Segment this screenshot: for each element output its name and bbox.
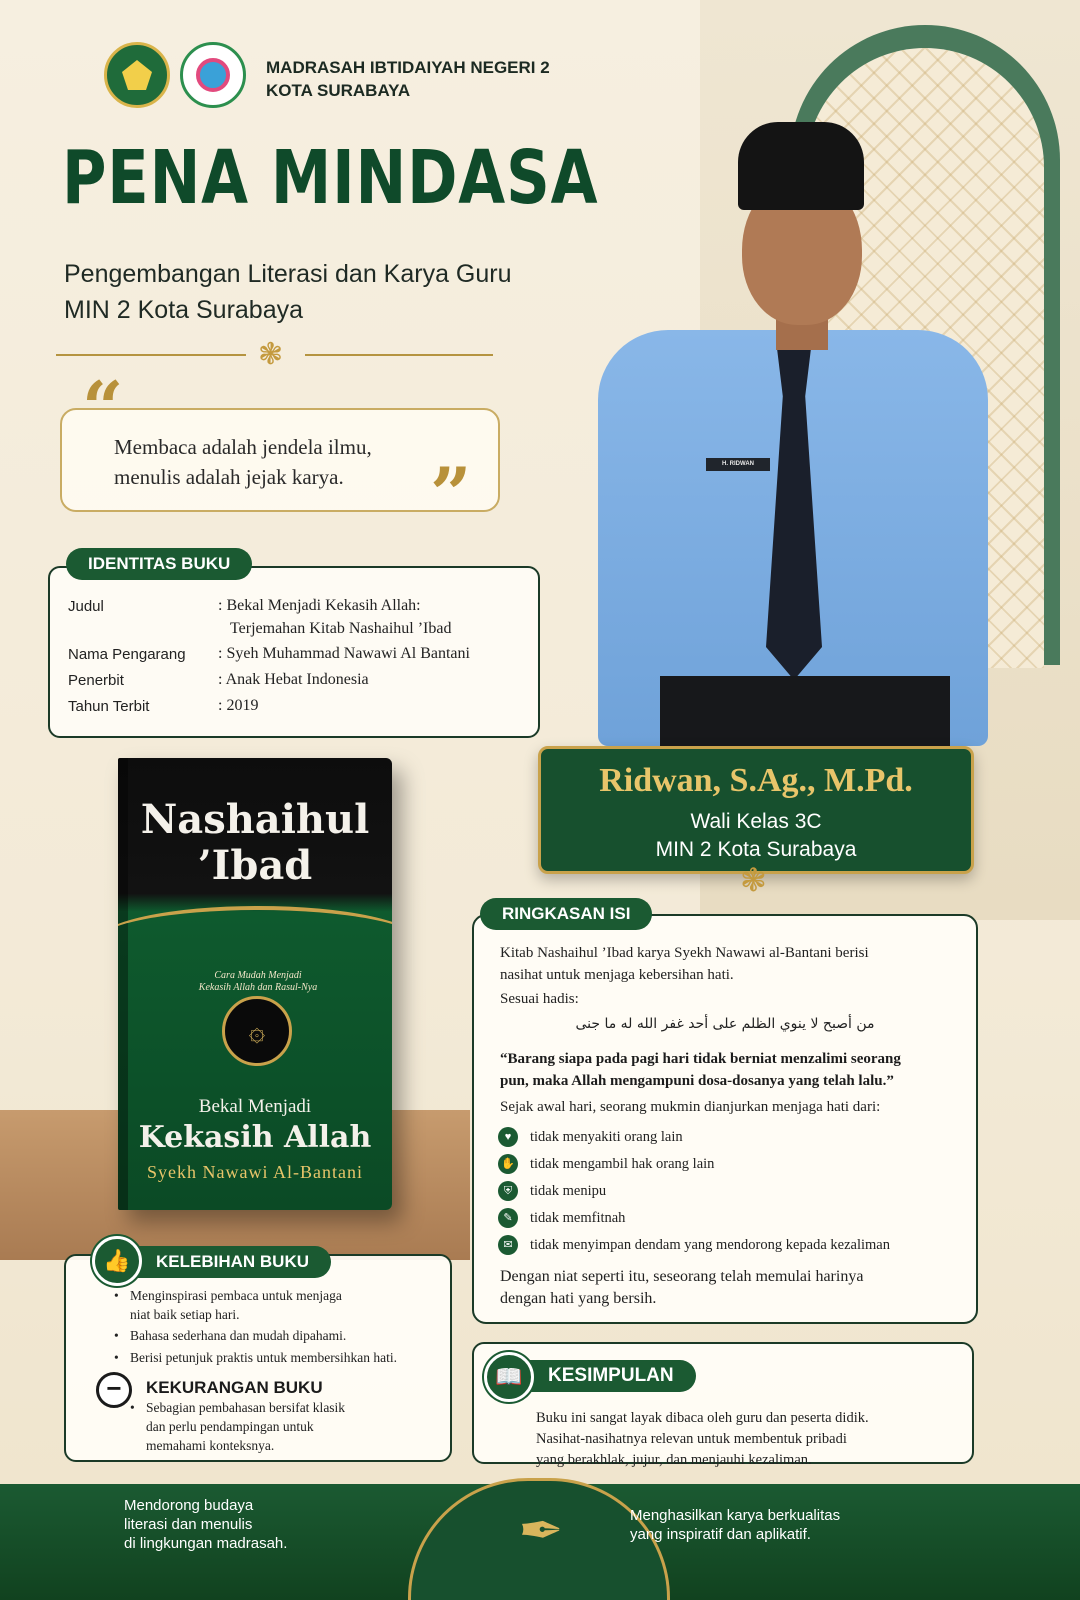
teacher-role-line2: MIN 2 Kota Surabaya — [655, 838, 857, 861]
book-tagline-line1: Cara Mudah Menjadi — [214, 970, 302, 981]
ringkasan-quote-line2: pun, maka Allah mengampuni dosa-dosanya yang telah lalu.” — [500, 1073, 894, 1089]
list-item-text: tidak menipu — [530, 1182, 607, 1199]
book-tagline — [158, 970, 358, 994]
kelebihan-item-3: • Berisi petunjuk praktis untuk membersihkan hati. — [130, 1348, 397, 1367]
kelebihan-item-1 — [130, 1286, 342, 1324]
min2-logo-icon — [180, 42, 246, 108]
quote-line2: menulis adalah jejak karya. — [114, 465, 344, 489]
list-item — [498, 1234, 890, 1256]
footer-left-text — [124, 1496, 287, 1553]
shield-icon: ⛨ — [498, 1181, 518, 1201]
list-item-text: tidak menyakiti orang lain — [530, 1128, 683, 1145]
ringkasan-para1-line2: nasihat untuk menjaga kebersihan hati. — [500, 967, 734, 983]
book-title-line1: Nashaihul — [140, 796, 370, 843]
ornament-flower-icon: ❃ — [258, 338, 284, 371]
list-item — [498, 1153, 714, 1175]
kesimpulan-line2: Nasihat-nasihatnya relevan untuk membentuk pribadi — [536, 1431, 847, 1447]
kekurangan-line2: dan perlu pendampingan untuk — [146, 1419, 314, 1434]
name-badge: H. RIDWAN — [706, 458, 770, 471]
id-label-penerbit: Penerbit — [68, 672, 124, 689]
ringkasan-para3: Sejak awal hari, seorang mukmin dianjurkan menjaga hati dari: — [500, 1099, 881, 1115]
person-trousers — [660, 676, 950, 746]
minus-circle-icon: − — [96, 1372, 132, 1408]
id-label-pengarang: Nama Pengarang — [68, 646, 186, 663]
heart-hand-icon: ♥ — [498, 1127, 518, 1147]
school-name-line1: MADRASAH IBTIDAIYAH NEGERI 2 — [266, 58, 550, 77]
kelebihan-heading: KELEBIHAN BUKU — [134, 1246, 331, 1278]
book-title-line2: ’Ibad — [197, 842, 313, 889]
chat-icon: ✉ — [498, 1235, 518, 1255]
ringkasan-heading: RINGKASAN ISI — [480, 898, 652, 930]
ringkasan-quote — [500, 1048, 960, 1092]
subtitle-line2: MIN 2 Kota Surabaya — [64, 296, 304, 324]
page-subtitle — [64, 256, 512, 328]
book-cover — [118, 758, 392, 1210]
id-value-penerbit: : Anak Hebat Indonesia — [218, 671, 369, 688]
list-item-text: tidak menyimpan dendam yang mendorong kepada kezaliman — [530, 1236, 890, 1253]
footer-left-line2: literasi dan menulis — [124, 1516, 253, 1533]
kekurangan-line1: • Sebagian pembahasan bersifat klasik — [146, 1400, 346, 1415]
kelebihan-item-1-line1: • Menginspirasi pembaca untuk menjaga — [130, 1288, 342, 1303]
kesimpulan-line3: yang berakhlak, jujur, dan menjauhi kezaliman. — [536, 1452, 812, 1468]
kelebihan-item-2: • Bahasa sederhana dan mudah dipahami. — [130, 1326, 346, 1345]
ringkasan-closing-line1: Dengan niat seperti itu, seseorang telah memulai harinya — [500, 1268, 864, 1285]
quote-line1: Membaca adalah jendela ilmu, — [114, 435, 372, 459]
kesimpulan-heading: KESIMPULAN — [526, 1360, 696, 1392]
kemenag-logo-icon — [104, 42, 170, 108]
id-value-judul-2: Terjemahan Kitab Nashaihul ’Ibad — [230, 620, 452, 637]
name-ornament-icon: ❃ — [740, 862, 767, 898]
id-value-pengarang: : Syeh Muhammad Nawawi Al Bantani — [218, 645, 470, 662]
open-book-icon: 📖 — [484, 1352, 534, 1402]
ringkasan-quote-line1: “Barang siapa pada pagi hari tidak berniat menzalimi seorang — [500, 1051, 901, 1067]
kesimpulan-line1: Buku ini sangat layak dibaca oleh guru dan peserta didik. — [536, 1410, 869, 1426]
teacher-name: Ridwan, S.Ag., M.Pd. — [599, 762, 913, 799]
footer-left-line1: Mendorong budaya — [124, 1497, 254, 1514]
divider-right — [305, 354, 493, 356]
school-name — [266, 56, 550, 102]
footer-right-text — [630, 1506, 840, 1544]
ringkasan-arabic: من أصبح لا ينوي الظلم على أحد غفر الله له ما جنى — [575, 1016, 875, 1032]
identitas-heading: IDENTITAS BUKU — [66, 548, 252, 580]
quote-text — [114, 432, 434, 492]
person-peci-cap — [738, 122, 864, 210]
kekurangan-line3: memahami konteksnya. — [146, 1438, 275, 1453]
teacher-role-line1: Wali Kelas 3C — [690, 810, 822, 833]
list-item — [498, 1180, 606, 1202]
kelebihan-item-1-line2: niat baik setiap hari. — [130, 1307, 240, 1322]
book-tagline-line2: Kekasih Allah dan Rasul-Nya — [198, 982, 318, 993]
divider-left — [56, 354, 246, 356]
ringkasan-closing-line2: dengan hati yang bersih. — [500, 1290, 657, 1307]
id-label-tahun: Tahun Terbit — [68, 698, 150, 715]
ringkasan-para2: Sesuai hadis: — [500, 991, 579, 1007]
close-quote-icon: ” — [430, 451, 472, 536]
id-value-judul-1: : Bekal Menjadi Kekasih Allah: — [218, 597, 421, 614]
list-item-text: tidak memfitnah — [530, 1209, 626, 1226]
quill-book-icon: ✒ — [518, 1501, 564, 1561]
ringkasan-para1-line1: Kitab Nashaihul ’Ibad karya Syekh Nawawi al-Bantani berisi — [500, 945, 869, 961]
id-value-tahun: : 2019 — [218, 697, 259, 714]
footer-left-line3: di lingkungan madrasah. — [124, 1535, 288, 1552]
thumbs-up-icon: 👍 — [92, 1236, 142, 1286]
kekurangan-item — [146, 1398, 345, 1455]
book-subtitle-1: Bekal Menjadi — [198, 1096, 312, 1117]
list-item — [498, 1207, 625, 1229]
open-quote-icon: “ — [82, 365, 124, 450]
book-gold-wave — [118, 906, 392, 976]
kesimpulan-text — [536, 1408, 956, 1471]
list-item-text: tidak mengambil hak orang lain — [530, 1155, 715, 1172]
calligraphy-medallion-icon: ۞ — [222, 996, 292, 1066]
kekurangan-heading: KEKURANGAN BUKU — [146, 1378, 323, 1397]
page-title: PENA MINDASA — [62, 135, 599, 221]
list-item — [498, 1126, 683, 1148]
book-subtitle-2: Kekasih Allah — [138, 1120, 372, 1155]
footer-right-line2: yang inspiratif dan aplikatif. — [630, 1526, 811, 1543]
hand-icon: ✋ — [498, 1154, 518, 1174]
subtitle-line1: Pengembangan Literasi dan Karya Guru — [64, 260, 512, 288]
footer-right-line1: Menghasilkan karya berkualitas — [630, 1507, 841, 1524]
id-label-judul: Judul — [68, 598, 104, 615]
school-name-line2: KOTA SURABAYA — [266, 81, 411, 100]
teacher-role — [538, 808, 974, 864]
speech-icon: ✎ — [498, 1208, 518, 1228]
book-author: Syekh Nawawi Al-Bantani — [147, 1162, 363, 1182]
